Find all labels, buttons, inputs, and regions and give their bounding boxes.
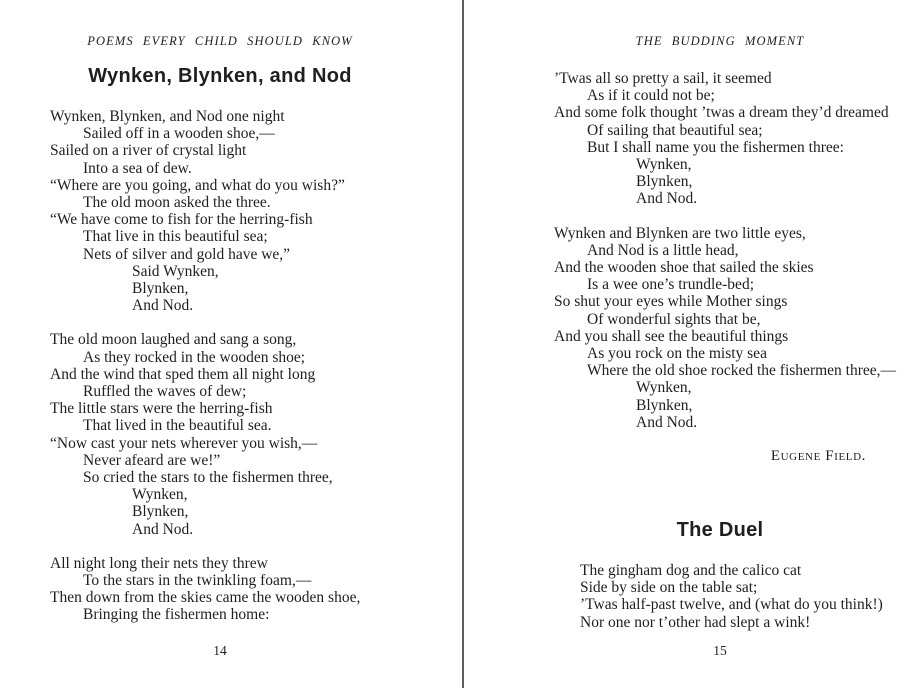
poem-line: Of wonderful sights that be, <box>587 310 761 328</box>
stanza <box>554 70 889 208</box>
poem-line: Blynken, <box>132 503 189 521</box>
stanza <box>50 108 390 314</box>
page-number-right: 15 <box>713 643 727 658</box>
poem-line: That lived in the beautiful sea. <box>83 417 272 435</box>
poem-line: As you rock on the misty sea <box>587 345 767 363</box>
poem-line: Wynken, Blynken, and Nod one night <box>50 108 285 125</box>
poem-line: Blynken, <box>636 173 693 191</box>
poem-line: Side by side on the table sat; <box>580 579 758 597</box>
poem-line: And Nod. <box>636 413 698 431</box>
poem-line: Sailed on a river of crystal light <box>50 142 247 160</box>
poem-line: That live in this beautiful sea; <box>83 228 268 246</box>
poem-title-duel: The Duel <box>676 519 764 542</box>
poem-line: Said Wynken, <box>132 262 219 280</box>
running-head-right: THE BUDDING MOMENT <box>635 34 805 48</box>
poem-line: Blynken, <box>636 396 693 414</box>
poem-line: And Nod. <box>636 190 698 208</box>
page-left-content <box>50 34 390 624</box>
page-right <box>464 0 924 691</box>
poem-line: The old moon asked the three. <box>83 194 271 212</box>
poem-line: As if it could not be; <box>587 87 715 105</box>
poem-line: But I shall name you the fishermen three: <box>587 138 844 156</box>
poem-line: And Nod. <box>132 297 194 315</box>
poem-line: The old moon laughed and sang a song, <box>50 331 297 349</box>
running-head-left: POEMS EVERY CHILD SHOULD KNOW <box>87 34 353 48</box>
poem-line: Bringing the fishermen home: <box>83 606 270 624</box>
poem-attribution: Eugene Field. <box>770 448 866 465</box>
poem-line: And the wind that sped them all night long <box>50 365 316 383</box>
poem-line: All night long their nets they threw <box>50 554 268 572</box>
poem-line: Wynken, <box>132 486 188 504</box>
poem-line: “We have come to fish for the herring-fish <box>50 211 313 229</box>
stanza <box>50 331 390 537</box>
poem-line: Ruffled the waves of dew; <box>83 383 247 401</box>
stanza <box>554 224 897 431</box>
poem-line: “Now cast your nets wherever you wish,— <box>50 434 318 452</box>
stanza <box>50 555 390 624</box>
poem-line: And the wooden shoe that sailed the skies <box>554 259 814 277</box>
poem-line: Blynken, <box>132 280 189 298</box>
page-right-content <box>554 34 897 631</box>
poem-title-wynken: Wynken, Blynken, and Nod <box>88 65 352 87</box>
poem-line: Of sailing that beautiful sea; <box>587 121 763 139</box>
poem-line: Wynken, <box>636 156 692 174</box>
poem-line: Nets of silver and gold have we,” <box>83 245 291 263</box>
stanza <box>554 562 886 631</box>
poem-line: As they rocked in the wooden shoe; <box>83 348 306 366</box>
poem-line: Wynken, <box>636 379 692 397</box>
poem-line: And Nod is a little head, <box>587 241 739 259</box>
poem-line: “Where are you going, and what do you wish?” <box>50 176 345 194</box>
poem-line: ’Twas half-past twelve, and (what do you think!) <box>580 596 883 614</box>
poem-line: Sailed off in a wooden shoe,— <box>83 125 275 143</box>
poem-line: Where the old shoe rocked the fishermen three,— <box>587 362 897 380</box>
poem-line: To the stars in the twinkling foam,— <box>83 572 312 590</box>
poem-line: So cried the stars to the fishermen three, <box>83 469 333 487</box>
poem-line: The little stars were the herring-fish <box>50 400 273 418</box>
poem-line: Wynken and Blynken are two little eyes, <box>554 224 806 242</box>
poem-line: And some folk thought ’twas a dream they’d dreamed <box>554 104 889 122</box>
poem-line: Never afeard are we!” <box>83 451 221 469</box>
poem-line: Nor one nor t’other had slept a wink! <box>580 613 811 631</box>
page-number-left: 14 <box>213 643 227 658</box>
poem-line: So shut your eyes while Mother sings <box>554 293 788 311</box>
poem-line: The gingham dog and the calico cat <box>580 562 802 580</box>
poem-line: Then down from the skies came the wooden shoe, <box>50 589 361 607</box>
poem-line: And you shall see the beautiful things <box>554 327 789 345</box>
poem-line: And Nod. <box>132 520 194 538</box>
poem-line: Into a sea of dew. <box>83 159 192 177</box>
poem-line: ’Twas all so pretty a sail, it seemed <box>554 70 772 87</box>
poem-line: Is a wee one’s trundle-bed; <box>587 276 754 294</box>
